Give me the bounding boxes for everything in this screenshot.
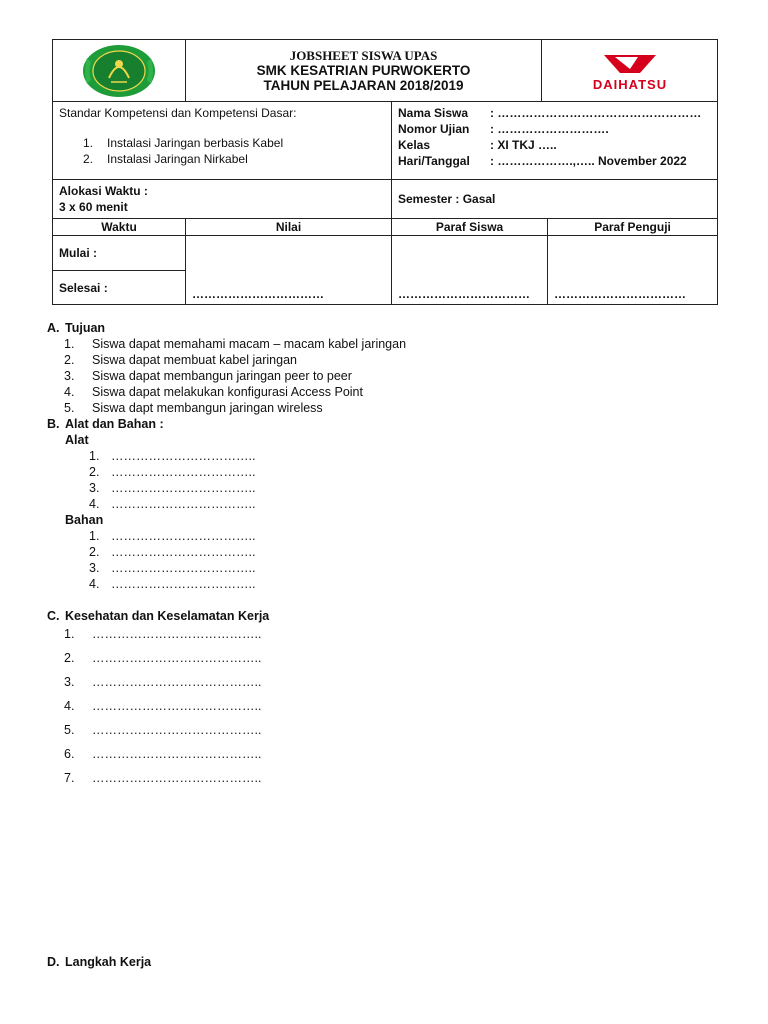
list-item: 1. ………………………………….. bbox=[64, 627, 262, 641]
paraf-penguji-dots: …………………………… bbox=[554, 287, 687, 301]
list-item: 3. …………………………….. bbox=[89, 561, 256, 575]
school-logo-cell bbox=[53, 40, 186, 102]
competency-item: 2. Instalasi Jaringan Nirkabel bbox=[83, 152, 248, 166]
list-item: 3. Siswa dapat membangun jaringan peer to peer bbox=[64, 369, 352, 383]
list-item: 4. ………………………………….. bbox=[64, 699, 262, 713]
competency-cell bbox=[53, 102, 392, 180]
semester-cell bbox=[392, 180, 718, 219]
end-time-label: Selesai : bbox=[59, 280, 108, 295]
list-item: 4. …………………………….. bbox=[89, 497, 256, 511]
end-time-cell bbox=[53, 271, 186, 305]
date-row: Hari/Tanggal : ……………….,….. November 2022 bbox=[398, 154, 687, 168]
jobsheet-title: JOBSHEET SISWA UPAS bbox=[289, 48, 438, 63]
section-b-heading: B. Alat dan Bahan : bbox=[47, 417, 164, 431]
list-item: 2. Siswa dapat membuat kabel jaringan bbox=[64, 353, 297, 367]
start-time-cell bbox=[53, 236, 186, 271]
list-item: 2. …………………………….. bbox=[89, 545, 256, 559]
col-header-waktu: Waktu bbox=[53, 219, 186, 236]
school-emblem-icon bbox=[81, 44, 157, 98]
school-name: SMK KESATRIAN PURWOKERTO bbox=[256, 63, 471, 78]
list-item: 1. Siswa dapat memahami macam – macam kabel jaringan bbox=[64, 337, 407, 351]
competency-list bbox=[59, 135, 385, 167]
col-header-nilai: Nilai bbox=[186, 219, 392, 236]
exam-number-row: Nomor Ujian : ………………………. bbox=[398, 122, 609, 136]
brand-logo-cell bbox=[542, 40, 718, 102]
section-c-heading: C. Kesehatan dan Keselamatan Kerja bbox=[47, 609, 270, 623]
list-item: 2. ………………………………….. bbox=[64, 651, 262, 665]
competency-label: Standar Kompetensi dan Kompetensi Dasar: bbox=[59, 106, 297, 120]
section-a-heading: A. Tujuan bbox=[47, 321, 106, 335]
semester-value: Semester : Gasal bbox=[398, 192, 496, 206]
section-d-heading: D. Langkah Kerja bbox=[47, 955, 152, 969]
paraf-penguji-cell bbox=[548, 236, 718, 305]
list-item: 1. …………………………….. bbox=[89, 529, 256, 543]
list-item: 3. ………………………………….. bbox=[64, 675, 262, 689]
nilai-cell bbox=[186, 236, 392, 305]
col-header-paraf-penguji: Paraf Penguji bbox=[548, 219, 718, 236]
col-header-paraf-siswa: Paraf Siswa bbox=[392, 219, 548, 236]
jobsheet-body bbox=[47, 320, 727, 969]
list-item: 2. …………………………….. bbox=[89, 465, 256, 479]
class-row: Kelas : XI TKJ ….. bbox=[398, 138, 557, 152]
list-item: 5. Siswa dapt membangun jaringan wireless bbox=[64, 401, 323, 415]
time-allocation-cell bbox=[53, 180, 392, 219]
name-row: Nama Siswa : …………………………………………… bbox=[398, 106, 702, 120]
paraf-siswa-cell bbox=[392, 236, 548, 305]
time-allocation-label: Alokasi Waktu : bbox=[59, 184, 148, 198]
list-item: 1. …………………………….. bbox=[89, 449, 256, 463]
paraf-siswa-dots: …………………………… bbox=[398, 287, 530, 301]
time-allocation-value: 3 x 60 menit bbox=[59, 200, 128, 214]
list-item: 7. ………………………………….. bbox=[64, 771, 262, 785]
jobsheet-header bbox=[52, 39, 717, 305]
daihatsu-logo-icon bbox=[580, 49, 680, 93]
list-item: 4. Siswa dapat melakukan konfigurasi Access Point bbox=[64, 385, 363, 399]
student-info-cell bbox=[392, 102, 718, 180]
start-time-label: Mulai : bbox=[59, 246, 97, 260]
list-item: 6. ………………………………….. bbox=[64, 747, 262, 761]
academic-year: TAHUN PELAJARAN 2018/2019 bbox=[263, 78, 464, 93]
bahan-heading: Bahan bbox=[65, 513, 104, 527]
nilai-dots: …………………………… bbox=[192, 287, 324, 301]
list-item: 4. …………………………….. bbox=[89, 577, 256, 591]
list-item: 3. …………………………….. bbox=[89, 481, 256, 495]
title-block bbox=[186, 40, 542, 102]
alat-heading: Alat bbox=[65, 433, 89, 447]
list-item: 5. ………………………………….. bbox=[64, 723, 262, 737]
competency-item: 1. Instalasi Jaringan berbasis Kabel bbox=[83, 136, 284, 150]
brand-logo-text: DAIHATSU bbox=[592, 76, 667, 92]
